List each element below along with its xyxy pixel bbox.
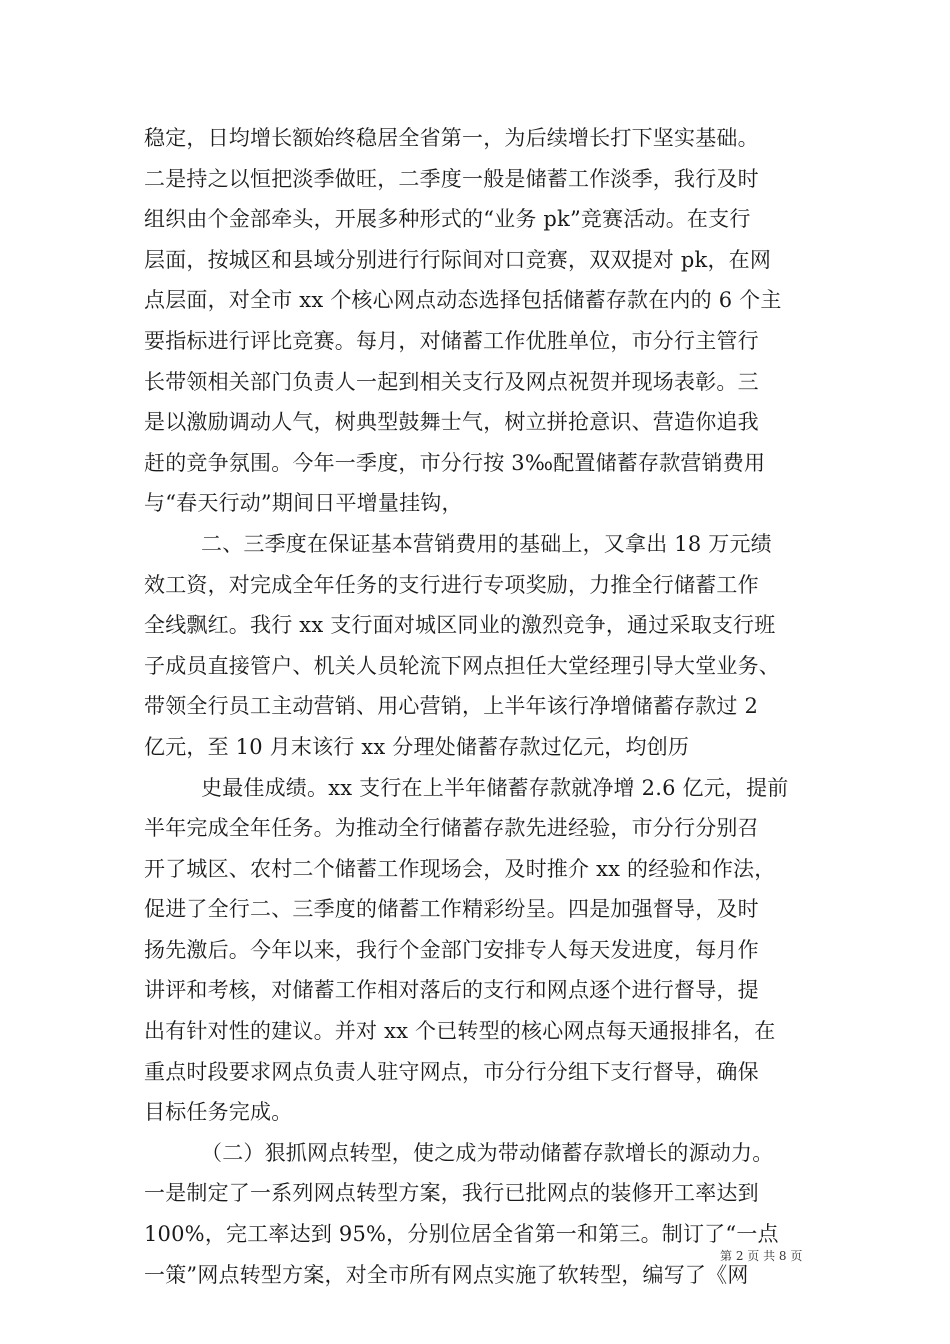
body-text xyxy=(144,118,806,1295)
text-line: 稳定，日均增长额始终稳居全省第一，为后续增长打下坚实基础。 xyxy=(144,126,759,150)
section-heading-line: （二）狠抓网点转型，使之成为带动储蓄存款增长的源动力。 xyxy=(201,1140,774,1165)
text-line: 效工资，对完成全年任务的支行进行专项奖励，力推全行储蓄工作 xyxy=(144,572,759,597)
text-line: 要指标进行评比竞赛。每月，对储蓄工作优胜单位，市分行主管行 xyxy=(144,328,759,353)
text-line: 与“春天行动”期间日平增量挂钩， xyxy=(144,491,463,516)
text-line: 带领全行员工主动营销、用心营销，上半年该行净增储蓄存款过 2 xyxy=(144,694,759,719)
text-line: 子成员直接管户、机关人员轮流下网点担任大堂经理引导大堂业务、 xyxy=(144,653,780,678)
text-line: 长带领相关部门负责人一起到相关支行及网点祝贺并现场表彰。三 xyxy=(144,369,759,394)
text-line: 出有针对性的建议。并对 xx 个已转型的核心网点每天通报排名，在 xyxy=(144,1019,776,1044)
paragraph-start-line: 二、三季度在保证基本营销费用的基础上，又拿出 18 万元绩 xyxy=(201,531,772,556)
text-line: 全线飘红。我行 xx 支行面对城区同业的激烈竞争，通过采取支行班 xyxy=(144,613,776,638)
page-number: 第 2 页 共 8 页 xyxy=(720,1249,803,1263)
text-line: 点层面，对全市 xx 个核心网点动态选择包括储蓄存款在内的 6 个主 xyxy=(144,288,782,313)
text-line: 一是制定了一系列网点转型方案，我行已批网点的装修开工率达到 xyxy=(144,1181,759,1206)
text-line: 一策”网点转型方案，对全市所有网点实施了软转型，编写了《网 xyxy=(144,1262,749,1287)
paragraph-start-line: 史最佳成绩。xx 支行在上半年储蓄存款就净增 2.6 亿元，提前 xyxy=(201,775,789,800)
text-line: 赶的竞争氛围。今年一季度，市分行按 3‰配置储蓄存款营销费用 xyxy=(144,450,766,475)
text-line: 扬先激后。今年以来，我行个金部门安排专人每天发进度，每月作 xyxy=(144,937,759,962)
text-line: 层面，按城区和县域分别进行行际间对口竞赛，双双提对 pk，在网 xyxy=(144,247,772,272)
text-line: 组织由个金部牵头，开展多种形式的“业务 pk”竞赛活动。在支行 xyxy=(144,207,751,232)
text-line: 是以激励调动人气，树典型鼓舞士气，树立拼抢意识、营造你追我 xyxy=(144,410,759,435)
text-line: 二是持之以恒把淡季做旺，二季度一般是储蓄工作淡季，我行及时 xyxy=(144,166,759,191)
text-line: 开了城区、农村二个储蓄工作现场会，及时推介 xx 的经验和作法， xyxy=(144,856,776,881)
text-line: 目标任务完成。 xyxy=(144,1100,293,1125)
text-line: 促进了全行二、三季度的储蓄工作精彩纷呈。四是加强督导，及时 xyxy=(144,897,759,922)
text-line: 亿元，至 10 月末该行 xx 分理处储蓄存款过亿元，均创历 xyxy=(144,734,690,759)
text-line: 100%，完工率达到 95%，分别位居全省第一和第三。制订了“一点 xyxy=(144,1222,779,1247)
text-line: 重点时段要求网点负责人驻守网点，市分行分组下支行督导，确保 xyxy=(144,1059,759,1084)
text-line: 半年完成全年任务。为推动全行储蓄存款先进经验，市分行分别召 xyxy=(144,816,759,841)
text-line: 讲评和考核，对储蓄工作相对落后的支行和网点逐个进行督导，提 xyxy=(144,978,759,1003)
